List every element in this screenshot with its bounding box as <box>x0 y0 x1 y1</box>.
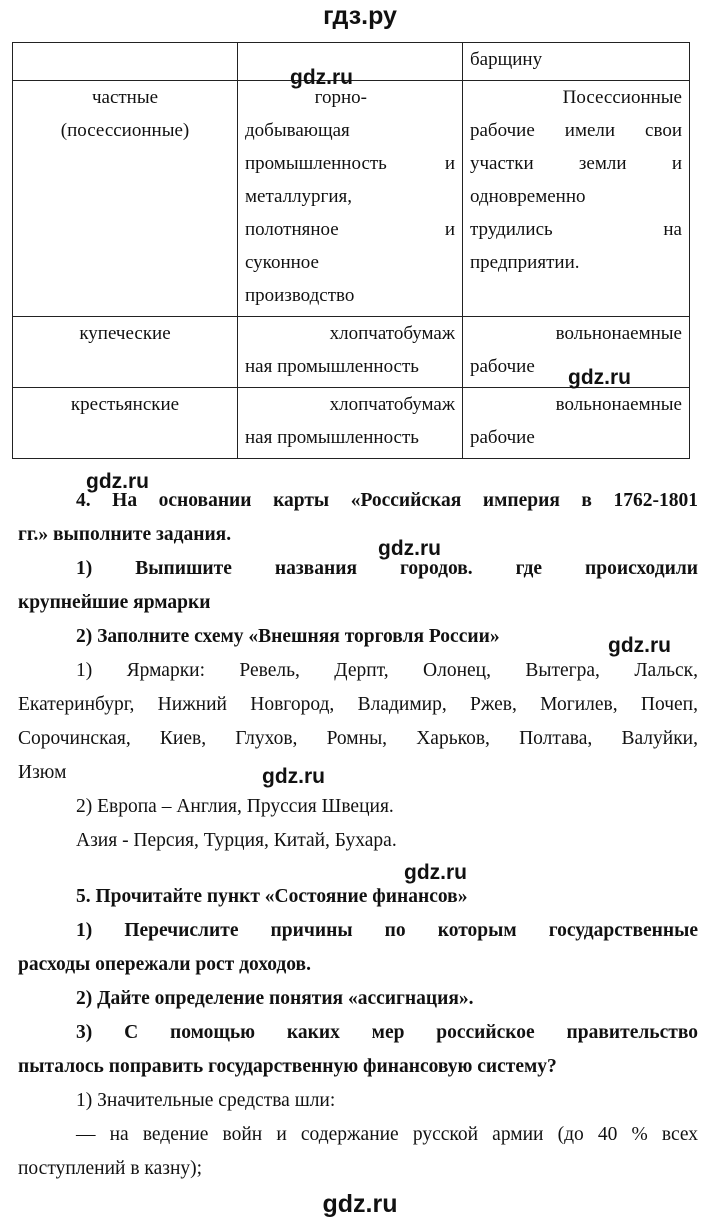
task-question: расходы опережали рост доходов. <box>18 954 311 975</box>
table-cell-features <box>463 43 690 81</box>
site-header: гдз.ру <box>323 2 397 30</box>
cell-line: полотняное и <box>245 219 455 240</box>
table-cell-industry <box>238 81 463 317</box>
table-cell-features <box>463 388 690 459</box>
answer-line: Екатеринбург, Нижний Новгород, Владимир, Ржев, Могилев, Почеп, <box>18 694 698 715</box>
cell-line: рабочие <box>470 356 535 377</box>
task-question: 1) Перечислите причины по которым государственные <box>76 920 698 941</box>
answer-line: Изюм <box>18 762 67 783</box>
cell-line: хлопчатобумаж <box>329 394 455 415</box>
task-question: крупнейшие ярмарки <box>18 592 211 613</box>
cell-line: участки земли и <box>470 153 682 174</box>
watermark: gdz.ru <box>608 634 671 657</box>
table-cell-industry <box>238 317 463 388</box>
table-row <box>13 81 690 317</box>
cell-line: ная промышленность <box>245 427 419 448</box>
cell-line: частные <box>91 87 159 108</box>
task-question: 1) Выпишите названия городов. где происходили <box>76 558 698 579</box>
task-question: 2) Дайте определение понятия «ассигнация». <box>76 988 474 1009</box>
task-5-section <box>18 880 698 1186</box>
answer-line: 2) Европа – Англия, Пруссия Швеция. <box>76 796 394 817</box>
cell-line: крестьянские <box>70 394 180 415</box>
task-question: 2) Заполните схему «Внешняя торговля России» <box>76 626 500 647</box>
answer-line: — на ведение войн и содержание русской армии (до 40 % всех <box>76 1124 698 1145</box>
task-4-section <box>18 484 698 858</box>
task-heading: гг.» выполните задания. <box>18 524 232 545</box>
task-heading: 4. На основании карты «Российская империя в 1762-1801 <box>76 490 698 511</box>
task-question: пыталось поправить государственную финансовую систему? <box>18 1056 557 1077</box>
table-cell-industry <box>238 388 463 459</box>
cell-line: одновременно <box>470 186 586 207</box>
cell-line: ная промышленность <box>245 356 419 377</box>
cell-line: вольнонаемные <box>555 394 682 415</box>
watermark: gdz.ru <box>86 470 149 493</box>
cell-line: суконное <box>245 252 319 273</box>
cell-line: промышленность и <box>245 153 455 174</box>
task-heading: 5. Прочитайте пункт «Состояние финансов» <box>76 886 468 907</box>
info-table <box>12 42 690 459</box>
cell-line: хлопчатобумаж <box>329 323 455 344</box>
cell-line: (посессионные) <box>60 120 190 141</box>
cell-line: металлургия, <box>245 186 353 207</box>
table-cell-features <box>463 81 690 317</box>
cell-line: барщину <box>470 49 543 70</box>
table-cell-type <box>13 81 238 317</box>
table-cell-type <box>13 317 238 388</box>
table-cell-type <box>13 388 238 459</box>
table-cell-type <box>13 43 238 81</box>
site-footer: gdz.ru <box>322 1190 398 1218</box>
cell-line: предприятии. <box>470 252 580 273</box>
answer-line: Сорочинская, Киев, Глухов, Ромны, Харьков, Полтава, Валуйки, <box>18 728 698 749</box>
answer-line: 1) Ярмарки: Ревель, Дерпт, Олонец, Вытегра, Лальск, <box>76 660 698 681</box>
answer-line: поступлений в казну); <box>18 1158 203 1179</box>
watermark: gdz.ru <box>262 765 325 788</box>
watermark: gdz.ru <box>290 66 353 89</box>
table-row <box>13 388 690 459</box>
watermark: gdz.ru <box>568 366 631 389</box>
cell-line: вольнонаемные <box>555 323 682 344</box>
cell-line: трудились на <box>470 219 682 240</box>
watermark: gdz.ru <box>404 861 467 884</box>
cell-line: рабочие <box>470 427 535 448</box>
cell-line: Посессионные <box>562 87 682 108</box>
cell-line: производство <box>245 285 355 306</box>
cell-line: рабочие имели свои <box>470 120 682 141</box>
watermark: gdz.ru <box>378 537 441 560</box>
task-question: 3) С помощью каких мер российское правительство <box>76 1022 698 1043</box>
answer-line: 1) Значительные средства шли: <box>76 1090 336 1111</box>
cell-line: горно- <box>314 87 367 108</box>
answer-line: Азия - Персия, Турция, Китай, Бухара. <box>76 830 397 851</box>
cell-line: добывающая <box>245 120 350 141</box>
cell-line: купеческие <box>79 323 171 344</box>
